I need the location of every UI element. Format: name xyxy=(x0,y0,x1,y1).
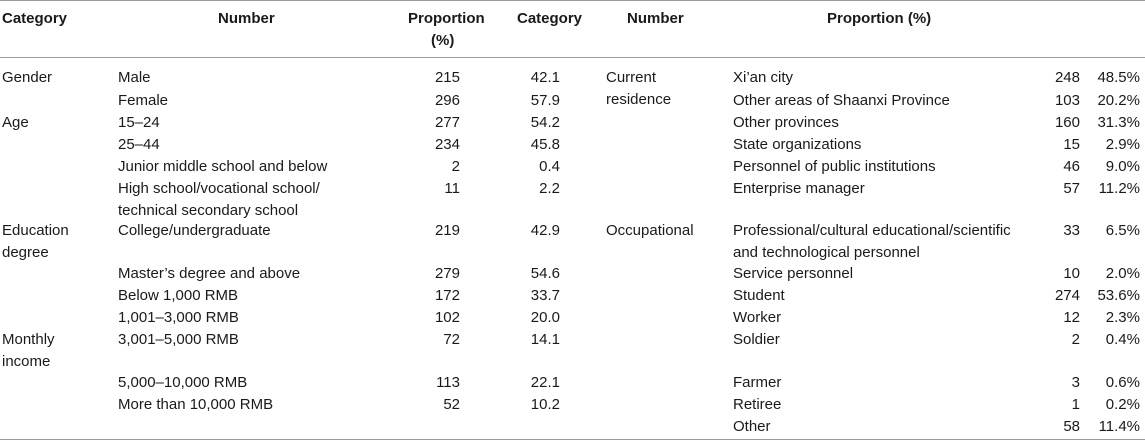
row-category-label-line2: income xyxy=(2,353,51,370)
row-item-label-line2: technical secondary school xyxy=(118,202,299,219)
row-item-label: Worker xyxy=(733,309,782,326)
row-proportion: 0.6% xyxy=(1105,374,1140,391)
row-proportion: 42.9 xyxy=(530,222,560,239)
row-item-label-line2: and technological personnel xyxy=(733,244,920,261)
row-number: 10 xyxy=(1063,265,1080,282)
row-item-label: Service personnel xyxy=(733,265,854,282)
row-category-label: Occupational xyxy=(606,222,694,239)
row-category-label-line2: residence xyxy=(606,91,672,108)
row-number: 102 xyxy=(434,309,460,326)
header-number-2: Number xyxy=(627,10,684,27)
row-item-label: Other areas of Shaanxi Province xyxy=(733,92,950,109)
header-category-2: Category xyxy=(517,10,583,27)
row-proportion: 33.7 xyxy=(530,287,560,304)
header-proportion-2: Proportion (%) xyxy=(827,10,932,27)
row-proportion: 48.5% xyxy=(1097,69,1140,86)
row-proportion: 6.5% xyxy=(1105,222,1140,239)
row-number: 234 xyxy=(434,136,460,153)
row-item-label: Junior middle school and below xyxy=(118,158,328,175)
row-proportion: 0.2% xyxy=(1105,396,1140,413)
row-proportion: 54.6 xyxy=(530,265,560,282)
row-item-label: Enterprise manager xyxy=(733,180,865,197)
row-category-label: Age xyxy=(2,114,29,131)
row-proportion: 2.0% xyxy=(1105,265,1140,282)
row-proportion: 42.1 xyxy=(530,69,560,86)
row-number: 296 xyxy=(434,92,460,109)
row-item-label: 15–24 xyxy=(118,114,160,131)
row-number: 160 xyxy=(1054,114,1080,131)
row-item-label: 5,000–10,000 RMB xyxy=(118,374,248,391)
row-proportion: 22.1 xyxy=(530,374,560,391)
row-item-label: High school/vocational school/ xyxy=(118,180,320,197)
header-number: Number xyxy=(218,10,275,27)
row-number: 113 xyxy=(436,374,460,391)
row-number: 57 xyxy=(1063,180,1080,197)
row-category-label: Monthly xyxy=(2,331,55,348)
row-item-label: More than 10,000 RMB xyxy=(118,396,274,413)
row-number: 3 xyxy=(1071,374,1080,391)
row-category-label: Current xyxy=(606,69,657,86)
row-number: 15 xyxy=(1063,136,1080,153)
row-proportion: 20.2% xyxy=(1097,92,1140,109)
row-item-label: 1,001–3,000 RMB xyxy=(118,309,239,326)
row-number: 2 xyxy=(451,158,460,175)
row-number: 33 xyxy=(1063,222,1080,239)
header-proportion-line1: Proportion xyxy=(408,10,485,27)
row-proportion: 2.2 xyxy=(539,180,560,197)
row-number: 58 xyxy=(1063,418,1080,435)
row-proportion: 14.1 xyxy=(530,331,560,348)
row-proportion: 11.2% xyxy=(1098,180,1140,197)
row-item-label: Professional/cultural educational/scientific xyxy=(733,222,1011,239)
row-item-label: Below 1,000 RMB xyxy=(118,287,239,304)
row-proportion: 54.2 xyxy=(530,114,560,131)
row-proportion: 45.8 xyxy=(530,136,560,153)
row-proportion: 20.0 xyxy=(530,309,560,326)
row-proportion: 2.9% xyxy=(1105,136,1140,153)
row-proportion: 11.4% xyxy=(1098,418,1140,435)
row-number: 277 xyxy=(434,114,460,131)
row-number: 274 xyxy=(1054,287,1080,304)
row-item-label: Student xyxy=(733,287,785,304)
row-item-label: Personnel of public institutions xyxy=(733,158,936,175)
row-item-label: Soldier xyxy=(733,331,780,348)
row-number: 52 xyxy=(443,396,460,413)
row-proportion: 10.2 xyxy=(530,396,560,413)
row-item-label: Male xyxy=(118,69,151,86)
header-category: Category xyxy=(2,10,68,27)
row-number: 46 xyxy=(1063,158,1080,175)
row-item-label: 3,001–5,000 RMB xyxy=(118,331,239,348)
row-category-label: Gender xyxy=(2,69,53,86)
row-proportion: 2.3% xyxy=(1105,309,1140,326)
row-item-label: State organizations xyxy=(733,136,862,153)
top-rule xyxy=(0,0,1145,1)
row-number: 103 xyxy=(1054,92,1080,109)
row-number: 1 xyxy=(1071,396,1080,413)
header-rule xyxy=(0,57,1145,58)
bottom-rule xyxy=(0,439,1145,440)
row-number: 248 xyxy=(1054,69,1080,86)
row-number: 279 xyxy=(434,265,460,282)
row-item-label: College/undergraduate xyxy=(118,222,271,239)
row-proportion: 0.4 xyxy=(539,158,560,175)
header-proportion-line2: (%) xyxy=(431,32,455,49)
row-proportion: 53.6% xyxy=(1097,287,1140,304)
row-proportion: 31.3% xyxy=(1097,114,1140,131)
row-number: 219 xyxy=(434,222,460,239)
row-number: 215 xyxy=(434,69,460,86)
row-item-label: 25–44 xyxy=(118,136,160,153)
row-item-label: Retiree xyxy=(733,396,782,413)
row-number: 72 xyxy=(443,331,460,348)
row-category-label-line2: degree xyxy=(2,244,49,261)
row-item-label: Other xyxy=(733,418,771,435)
row-item-label: Xi’an city xyxy=(733,69,794,86)
row-category-label: Education xyxy=(2,222,69,239)
row-number: 172 xyxy=(434,287,460,304)
row-number: 2 xyxy=(1071,331,1080,348)
row-item-label: Other provinces xyxy=(733,114,839,131)
row-item-label: Female xyxy=(118,92,169,109)
row-item-label: Master’s degree and above xyxy=(118,265,301,282)
row-number: 12 xyxy=(1063,309,1080,326)
row-number: 11 xyxy=(444,180,460,197)
row-proportion: 57.9 xyxy=(530,92,560,109)
row-item-label: Farmer xyxy=(733,374,782,391)
row-proportion: 9.0% xyxy=(1105,158,1140,175)
row-proportion: 0.4% xyxy=(1105,331,1140,348)
